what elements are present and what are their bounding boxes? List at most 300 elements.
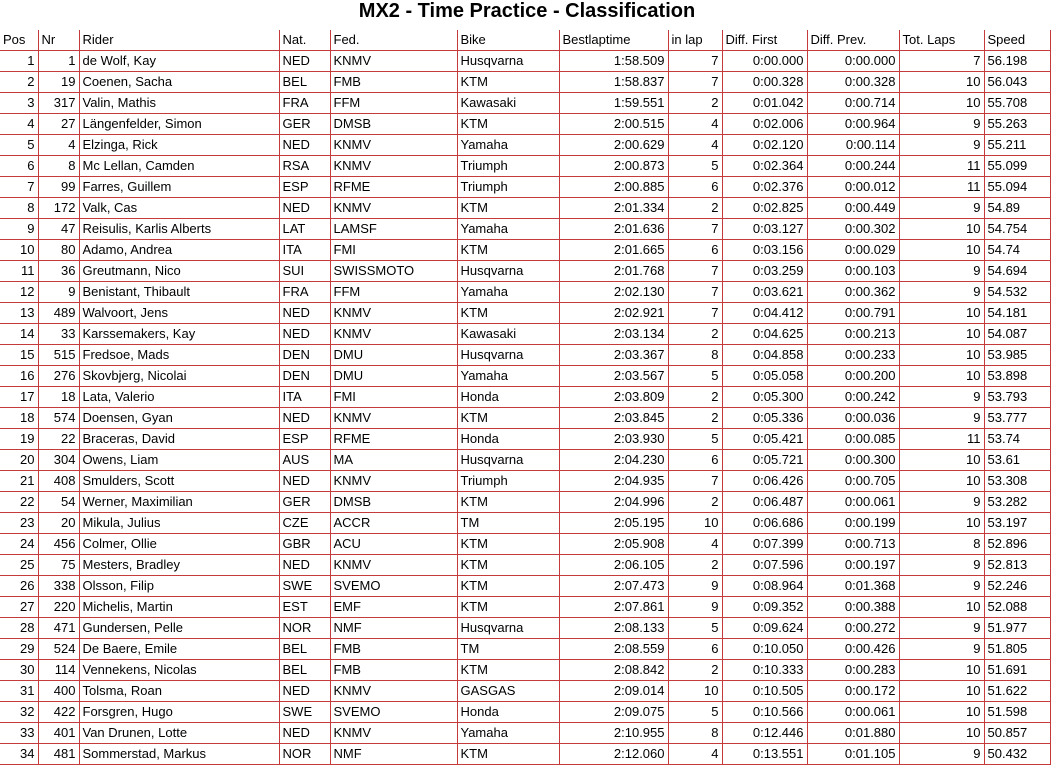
table-row (0, 723, 1050, 744)
cell-in-lap: 5 (668, 366, 722, 387)
cell-diff-prev: 0:00.085 (807, 429, 899, 450)
cell-speed: 50.857 (984, 723, 1050, 744)
cell-fed: KNMV (330, 723, 457, 744)
column-header-nat: Nat. (279, 30, 330, 51)
cell-in-lap: 10 (668, 681, 722, 702)
cell-bestlaptime: 2:00.873 (559, 156, 668, 177)
table-row (0, 450, 1050, 471)
cell-bestlaptime: 2:01.636 (559, 219, 668, 240)
cell-nr: 19 (38, 72, 79, 93)
cell-rider: Reisulis, Karlis Alberts (79, 219, 279, 240)
cell-tot-laps: 9 (899, 555, 984, 576)
cell-bestlaptime: 2:08.559 (559, 639, 668, 660)
cell-tot-laps: 10 (899, 702, 984, 723)
cell-tot-laps: 10 (899, 240, 984, 261)
cell-bike: Kawasaki (457, 93, 559, 114)
cell-nr: 1 (38, 51, 79, 72)
cell-diff-first: 0:03.127 (722, 219, 807, 240)
cell-rider: Adamo, Andrea (79, 240, 279, 261)
cell-in-lap: 5 (668, 429, 722, 450)
cell-in-lap: 5 (668, 156, 722, 177)
cell-in-lap: 2 (668, 387, 722, 408)
cell-nat: BEL (279, 660, 330, 681)
cell-diff-prev: 0:01.368 (807, 576, 899, 597)
cell-rider: Karssemakers, Kay (79, 324, 279, 345)
cell-speed: 51.622 (984, 681, 1050, 702)
cell-rider: Werner, Maximilian (79, 492, 279, 513)
cell-nr: 22 (38, 429, 79, 450)
cell-nr: 172 (38, 198, 79, 219)
cell-in-lap: 4 (668, 534, 722, 555)
cell-tot-laps: 10 (899, 660, 984, 681)
cell-bike: Triumph (457, 156, 559, 177)
cell-diff-first: 0:02.006 (722, 114, 807, 135)
table-row (0, 618, 1050, 639)
cell-rider: Olsson, Filip (79, 576, 279, 597)
cell-speed: 54.754 (984, 219, 1050, 240)
cell-diff-prev: 0:00.283 (807, 660, 899, 681)
cell-tot-laps: 11 (899, 177, 984, 198)
cell-rider: Sommerstad, Markus (79, 744, 279, 765)
cell-bike: KTM (457, 72, 559, 93)
cell-diff-first: 0:04.625 (722, 324, 807, 345)
cell-bike: KTM (457, 240, 559, 261)
cell-pos: 18 (0, 408, 38, 429)
cell-bike: Honda (457, 387, 559, 408)
cell-fed: DMU (330, 345, 457, 366)
cell-tot-laps: 9 (899, 408, 984, 429)
cell-in-lap: 2 (668, 492, 722, 513)
cell-nat: NED (279, 408, 330, 429)
table-row (0, 471, 1050, 492)
cell-rider: Elzinga, Rick (79, 135, 279, 156)
cell-nr: 276 (38, 366, 79, 387)
cell-bike: Kawasaki (457, 324, 559, 345)
cell-nr: 47 (38, 219, 79, 240)
cell-rider: De Baere, Emile (79, 639, 279, 660)
cell-rider: Fredsoe, Mads (79, 345, 279, 366)
cell-nr: 401 (38, 723, 79, 744)
cell-diff-prev: 0:00.061 (807, 702, 899, 723)
cell-speed: 51.805 (984, 639, 1050, 660)
cell-pos: 12 (0, 282, 38, 303)
cell-bestlaptime: 2:03.567 (559, 366, 668, 387)
cell-fed: KNMV (330, 51, 457, 72)
cell-nr: 422 (38, 702, 79, 723)
cell-tot-laps: 10 (899, 723, 984, 744)
cell-bestlaptime: 2:03.367 (559, 345, 668, 366)
cell-in-lap: 2 (668, 408, 722, 429)
table-row (0, 177, 1050, 198)
cell-in-lap: 5 (668, 702, 722, 723)
cell-nr: 4 (38, 135, 79, 156)
table-row (0, 408, 1050, 429)
cell-pos: 17 (0, 387, 38, 408)
cell-bestlaptime: 2:02.921 (559, 303, 668, 324)
cell-bestlaptime: 2:03.845 (559, 408, 668, 429)
cell-speed: 52.813 (984, 555, 1050, 576)
cell-nat: GBR (279, 534, 330, 555)
table-body (0, 51, 1050, 765)
cell-fed: DMU (330, 366, 457, 387)
cell-fed: EMF (330, 597, 457, 618)
cell-speed: 53.282 (984, 492, 1050, 513)
cell-speed: 53.74 (984, 429, 1050, 450)
cell-nr: 481 (38, 744, 79, 765)
cell-rider: Coenen, Sacha (79, 72, 279, 93)
cell-in-lap: 7 (668, 261, 722, 282)
cell-bestlaptime: 2:00.885 (559, 177, 668, 198)
cell-pos: 24 (0, 534, 38, 555)
cell-nr: 408 (38, 471, 79, 492)
cell-bestlaptime: 1:58.837 (559, 72, 668, 93)
cell-diff-prev: 0:00.000 (807, 51, 899, 72)
cell-rider: Lata, Valerio (79, 387, 279, 408)
cell-tot-laps: 10 (899, 72, 984, 93)
cell-fed: FFM (330, 282, 457, 303)
cell-diff-prev: 0:00.449 (807, 198, 899, 219)
cell-in-lap: 10 (668, 513, 722, 534)
cell-diff-prev: 0:00.012 (807, 177, 899, 198)
cell-nat: SWE (279, 576, 330, 597)
cell-fed: ACU (330, 534, 457, 555)
cell-pos: 5 (0, 135, 38, 156)
table-row (0, 156, 1050, 177)
cell-fed: NMF (330, 744, 457, 765)
cell-speed: 53.898 (984, 366, 1050, 387)
cell-tot-laps: 10 (899, 597, 984, 618)
cell-diff-first: 0:04.412 (722, 303, 807, 324)
cell-speed: 56.043 (984, 72, 1050, 93)
cell-speed: 55.094 (984, 177, 1050, 198)
table-row (0, 261, 1050, 282)
cell-nr: 220 (38, 597, 79, 618)
cell-speed: 55.708 (984, 93, 1050, 114)
cell-speed: 54.087 (984, 324, 1050, 345)
cell-nat: NED (279, 555, 330, 576)
cell-diff-first: 0:01.042 (722, 93, 807, 114)
cell-speed: 54.181 (984, 303, 1050, 324)
cell-rider: Gundersen, Pelle (79, 618, 279, 639)
cell-bestlaptime: 2:04.996 (559, 492, 668, 513)
cell-diff-prev: 0:00.233 (807, 345, 899, 366)
cell-in-lap: 6 (668, 450, 722, 471)
cell-fed: KNMV (330, 156, 457, 177)
cell-speed: 51.691 (984, 660, 1050, 681)
cell-speed: 53.197 (984, 513, 1050, 534)
cell-pos: 33 (0, 723, 38, 744)
cell-nat: NOR (279, 618, 330, 639)
cell-rider: Farres, Guillem (79, 177, 279, 198)
cell-bestlaptime: 2:04.230 (559, 450, 668, 471)
column-header-in-lap: in lap (668, 30, 722, 51)
cell-in-lap: 7 (668, 51, 722, 72)
cell-rider: Mesters, Bradley (79, 555, 279, 576)
table-row (0, 597, 1050, 618)
cell-pos: 32 (0, 702, 38, 723)
cell-in-lap: 6 (668, 240, 722, 261)
cell-tot-laps: 10 (899, 513, 984, 534)
cell-pos: 14 (0, 324, 38, 345)
cell-tot-laps: 9 (899, 618, 984, 639)
cell-tot-laps: 9 (899, 576, 984, 597)
column-header-bike: Bike (457, 30, 559, 51)
cell-rider: Längenfelder, Simon (79, 114, 279, 135)
column-header-pos: Pos (0, 30, 38, 51)
cell-speed: 54.532 (984, 282, 1050, 303)
cell-nr: 304 (38, 450, 79, 471)
cell-bike: KTM (457, 660, 559, 681)
table-row (0, 429, 1050, 450)
table-row (0, 93, 1050, 114)
cell-in-lap: 2 (668, 198, 722, 219)
cell-fed: KNMV (330, 324, 457, 345)
cell-tot-laps: 11 (899, 156, 984, 177)
cell-fed: SWISSMOTO (330, 261, 457, 282)
cell-speed: 52.896 (984, 534, 1050, 555)
cell-bestlaptime: 2:06.105 (559, 555, 668, 576)
cell-pos: 25 (0, 555, 38, 576)
cell-rider: Colmer, Ollie (79, 534, 279, 555)
cell-nr: 18 (38, 387, 79, 408)
cell-pos: 10 (0, 240, 38, 261)
cell-pos: 21 (0, 471, 38, 492)
cell-speed: 56.198 (984, 51, 1050, 72)
cell-fed: RFME (330, 177, 457, 198)
cell-diff-first: 0:10.566 (722, 702, 807, 723)
cell-tot-laps: 10 (899, 366, 984, 387)
cell-fed: SVEMO (330, 576, 457, 597)
cell-pos: 20 (0, 450, 38, 471)
cell-bike: KTM (457, 744, 559, 765)
cell-pos: 34 (0, 744, 38, 765)
cell-diff-prev: 0:01.105 (807, 744, 899, 765)
cell-nr: 524 (38, 639, 79, 660)
cell-diff-prev: 0:00.199 (807, 513, 899, 534)
cell-bestlaptime: 2:03.930 (559, 429, 668, 450)
cell-diff-first: 0:03.259 (722, 261, 807, 282)
cell-pos: 11 (0, 261, 38, 282)
cell-rider: Smulders, Scott (79, 471, 279, 492)
cell-pos: 1 (0, 51, 38, 72)
cell-diff-first: 0:06.686 (722, 513, 807, 534)
table-row (0, 219, 1050, 240)
cell-bestlaptime: 2:10.955 (559, 723, 668, 744)
cell-nr: 400 (38, 681, 79, 702)
table-row (0, 576, 1050, 597)
cell-diff-prev: 0:00.705 (807, 471, 899, 492)
table-row (0, 492, 1050, 513)
cell-nr: 574 (38, 408, 79, 429)
cell-diff-first: 0:13.551 (722, 744, 807, 765)
column-header-nr: Nr (38, 30, 79, 51)
cell-pos: 15 (0, 345, 38, 366)
column-header-rider: Rider (79, 30, 279, 51)
cell-rider: Forsgren, Hugo (79, 702, 279, 723)
cell-bestlaptime: 2:00.629 (559, 135, 668, 156)
cell-tot-laps: 9 (899, 114, 984, 135)
cell-pos: 27 (0, 597, 38, 618)
cell-bestlaptime: 2:08.133 (559, 618, 668, 639)
cell-bestlaptime: 2:07.861 (559, 597, 668, 618)
cell-bike: Honda (457, 429, 559, 450)
cell-bike: Yamaha (457, 219, 559, 240)
cell-diff-first: 0:07.399 (722, 534, 807, 555)
cell-fed: DMSB (330, 492, 457, 513)
cell-diff-first: 0:06.487 (722, 492, 807, 513)
cell-bike: KTM (457, 492, 559, 513)
cell-speed: 51.977 (984, 618, 1050, 639)
cell-pos: 29 (0, 639, 38, 660)
cell-diff-prev: 0:00.964 (807, 114, 899, 135)
cell-bestlaptime: 2:05.195 (559, 513, 668, 534)
cell-pos: 9 (0, 219, 38, 240)
cell-nat: ITA (279, 387, 330, 408)
cell-fed: KNMV (330, 135, 457, 156)
table-row (0, 345, 1050, 366)
cell-fed: KNMV (330, 471, 457, 492)
cell-in-lap: 4 (668, 744, 722, 765)
cell-in-lap: 2 (668, 93, 722, 114)
cell-nat: NED (279, 723, 330, 744)
cell-nr: 36 (38, 261, 79, 282)
cell-speed: 52.088 (984, 597, 1050, 618)
table-row (0, 51, 1050, 72)
cell-bike: Husqvarna (457, 51, 559, 72)
cell-in-lap: 7 (668, 303, 722, 324)
cell-rider: Valk, Cas (79, 198, 279, 219)
cell-bestlaptime: 2:01.334 (559, 198, 668, 219)
cell-pos: 31 (0, 681, 38, 702)
cell-bike: KTM (457, 114, 559, 135)
cell-in-lap: 9 (668, 576, 722, 597)
cell-diff-prev: 0:00.362 (807, 282, 899, 303)
cell-speed: 53.61 (984, 450, 1050, 471)
column-header-diff-first: Diff. First (722, 30, 807, 51)
cell-bike: Yamaha (457, 366, 559, 387)
cell-speed: 53.777 (984, 408, 1050, 429)
cell-rider: Owens, Liam (79, 450, 279, 471)
cell-diff-first: 0:04.858 (722, 345, 807, 366)
cell-tot-laps: 9 (899, 744, 984, 765)
cell-bestlaptime: 2:01.665 (559, 240, 668, 261)
cell-bestlaptime: 2:09.014 (559, 681, 668, 702)
cell-tot-laps: 9 (899, 282, 984, 303)
cell-nr: 489 (38, 303, 79, 324)
cell-bestlaptime: 1:59.551 (559, 93, 668, 114)
cell-diff-first: 0:00.000 (722, 51, 807, 72)
cell-pos: 30 (0, 660, 38, 681)
cell-diff-first: 0:12.446 (722, 723, 807, 744)
cell-bike: Husqvarna (457, 618, 559, 639)
cell-fed: FMI (330, 240, 457, 261)
cell-bestlaptime: 2:07.473 (559, 576, 668, 597)
table-row (0, 324, 1050, 345)
cell-in-lap: 7 (668, 219, 722, 240)
cell-bike: Husqvarna (457, 261, 559, 282)
cell-diff-first: 0:05.058 (722, 366, 807, 387)
cell-fed: KNMV (330, 198, 457, 219)
cell-nr: 75 (38, 555, 79, 576)
cell-diff-first: 0:02.364 (722, 156, 807, 177)
cell-fed: FFM (330, 93, 457, 114)
cell-in-lap: 5 (668, 618, 722, 639)
cell-nat: NED (279, 681, 330, 702)
cell-diff-prev: 0:00.061 (807, 492, 899, 513)
cell-diff-prev: 0:00.029 (807, 240, 899, 261)
cell-nat: NED (279, 51, 330, 72)
cell-diff-prev: 0:00.242 (807, 387, 899, 408)
cell-nr: 80 (38, 240, 79, 261)
cell-diff-prev: 0:00.197 (807, 555, 899, 576)
page-title: MX2 - Time Practice - Classification (358, 0, 696, 22)
cell-pos: 2 (0, 72, 38, 93)
cell-nat: BEL (279, 72, 330, 93)
cell-fed: MA (330, 450, 457, 471)
cell-nr: 8 (38, 156, 79, 177)
cell-tot-laps: 10 (899, 345, 984, 366)
cell-rider: Mc Lellan, Camden (79, 156, 279, 177)
cell-nat: NED (279, 471, 330, 492)
cell-nr: 338 (38, 576, 79, 597)
cell-nat: NED (279, 135, 330, 156)
cell-speed: 54.74 (984, 240, 1050, 261)
cell-bestlaptime: 2:12.060 (559, 744, 668, 765)
cell-bike: Husqvarna (457, 345, 559, 366)
column-header-speed: Speed (984, 30, 1050, 51)
cell-diff-prev: 0:00.328 (807, 72, 899, 93)
cell-nat: NED (279, 324, 330, 345)
cell-diff-prev: 0:00.036 (807, 408, 899, 429)
column-header-fed: Fed. (330, 30, 457, 51)
cell-diff-first: 0:10.050 (722, 639, 807, 660)
cell-nr: 9 (38, 282, 79, 303)
table-row (0, 387, 1050, 408)
cell-diff-prev: 0:00.200 (807, 366, 899, 387)
cell-rider: Greutmann, Nico (79, 261, 279, 282)
cell-nat: FRA (279, 93, 330, 114)
cell-bike: KTM (457, 408, 559, 429)
cell-speed: 53.308 (984, 471, 1050, 492)
table-row (0, 744, 1050, 765)
cell-speed: 55.099 (984, 156, 1050, 177)
cell-fed: FMB (330, 660, 457, 681)
cell-diff-prev: 0:00.103 (807, 261, 899, 282)
cell-bike: Triumph (457, 471, 559, 492)
cell-nr: 33 (38, 324, 79, 345)
cell-rider: Mikula, Julius (79, 513, 279, 534)
cell-nat: AUS (279, 450, 330, 471)
cell-bestlaptime: 2:01.768 (559, 261, 668, 282)
cell-diff-prev: 0:00.172 (807, 681, 899, 702)
cell-diff-prev: 0:00.388 (807, 597, 899, 618)
table-row (0, 534, 1050, 555)
cell-diff-prev: 0:00.426 (807, 639, 899, 660)
cell-speed: 55.263 (984, 114, 1050, 135)
cell-pos: 3 (0, 93, 38, 114)
cell-tot-laps: 9 (899, 261, 984, 282)
cell-nat: NOR (279, 744, 330, 765)
cell-speed: 51.598 (984, 702, 1050, 723)
cell-fed: KNMV (330, 681, 457, 702)
cell-bike: Yamaha (457, 135, 559, 156)
cell-nr: 515 (38, 345, 79, 366)
cell-bike: KTM (457, 534, 559, 555)
cell-tot-laps: 10 (899, 450, 984, 471)
cell-tot-laps: 10 (899, 681, 984, 702)
cell-diff-first: 0:02.120 (722, 135, 807, 156)
cell-speed: 54.694 (984, 261, 1050, 282)
